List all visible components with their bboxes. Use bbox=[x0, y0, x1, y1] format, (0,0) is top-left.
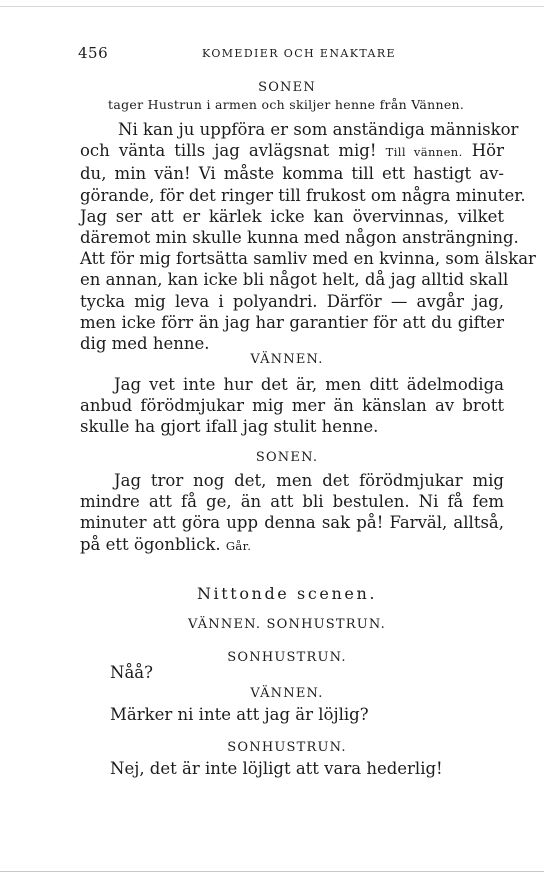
stage-direction-inline: Går. bbox=[225, 538, 252, 553]
page-number: 456 bbox=[78, 44, 109, 62]
text-line: däremot min skulle kunna med någon ansträngning. bbox=[80, 228, 519, 248]
text-line: Ni kan ju uppföra er som anständiga människor bbox=[118, 120, 519, 139]
speaker-vannen-2: VÄNNEN. bbox=[250, 686, 324, 701]
text-line: anbud förödmjukar mig mer än känslan av brott bbox=[80, 396, 504, 416]
speaker-vannen: VÄNNEN. bbox=[250, 352, 324, 367]
text-line: Jag vet inte hur det är, men ditt ädelmodiga bbox=[114, 375, 504, 394]
speaker-sonen: SONEN bbox=[258, 80, 316, 95]
speaker-sonhustrun-2: SONHUSTRUN. bbox=[227, 740, 347, 755]
bottom-edge-line bbox=[0, 871, 544, 872]
stage-direction: tager Hustrun i armen och skiljer henne från Vännen. bbox=[108, 97, 465, 112]
speech-sonen-1 bbox=[80, 119, 536, 354]
text-line: Att för mig fortsätta samliv med en kvinna, som älskar bbox=[80, 249, 536, 269]
text-line bbox=[80, 140, 504, 163]
scene-title: Nittonde scenen. bbox=[196, 584, 378, 603]
text-line bbox=[80, 534, 504, 557]
speaker-sonhustrun: SONHUSTRUN. bbox=[227, 650, 347, 665]
text-line: skulle ha gjort ifall jag stulit henne. bbox=[80, 417, 379, 437]
text-line: minuter att göra upp denna sak på! Farväl, alltså, bbox=[80, 513, 504, 533]
text-segment: på ett ögonblick. bbox=[80, 534, 221, 554]
speech-vannen-1 bbox=[80, 374, 504, 438]
scene-cast: VÄNNEN. SONHUSTRUN. bbox=[188, 617, 386, 632]
text-line: du, min vän! Vi måste komma till ett hastigt av- bbox=[80, 164, 504, 184]
line-sonhustrun-2: Nej, det är inte löjligt att vara hederlig! bbox=[110, 759, 443, 778]
text-line: Jag tror nog det, men det förödmjukar mig bbox=[114, 471, 504, 490]
stage-direction-inline: Till vännen. bbox=[385, 145, 463, 160]
text-line: en annan, kan icke bli något helt, då jag alltid skall bbox=[80, 270, 509, 290]
text-line: men icke förr än jag har garantier för att du gifter bbox=[80, 312, 504, 332]
text-segment: Hör bbox=[471, 141, 505, 161]
text-segment: och vänta tills jag avlägsnat mig! bbox=[80, 141, 377, 161]
top-edge-line bbox=[0, 6, 544, 7]
text-line: tycka mig leva i polyandri. Därför — avgår jag, bbox=[80, 291, 504, 311]
text-line: Jag ser att er kärlek icke kan övervinnas, vilket bbox=[80, 206, 504, 226]
text-line: dig med henne. bbox=[80, 334, 210, 354]
line-vannen-2: Märker ni inte att jag är löjlig? bbox=[110, 705, 369, 724]
running-title: KOMEDIER OCH ENAKTARE bbox=[202, 47, 396, 60]
speaker-sonen-2: SONEN. bbox=[255, 450, 319, 465]
line-sonhustrun-1: Nåå? bbox=[110, 663, 153, 682]
text-line: görande, för det ringer till frukost om några minuter. bbox=[80, 185, 526, 205]
speech-sonen-2 bbox=[80, 470, 504, 557]
text-line: mindre att få ge, än att bli bestulen. Ni få fem bbox=[80, 492, 504, 512]
